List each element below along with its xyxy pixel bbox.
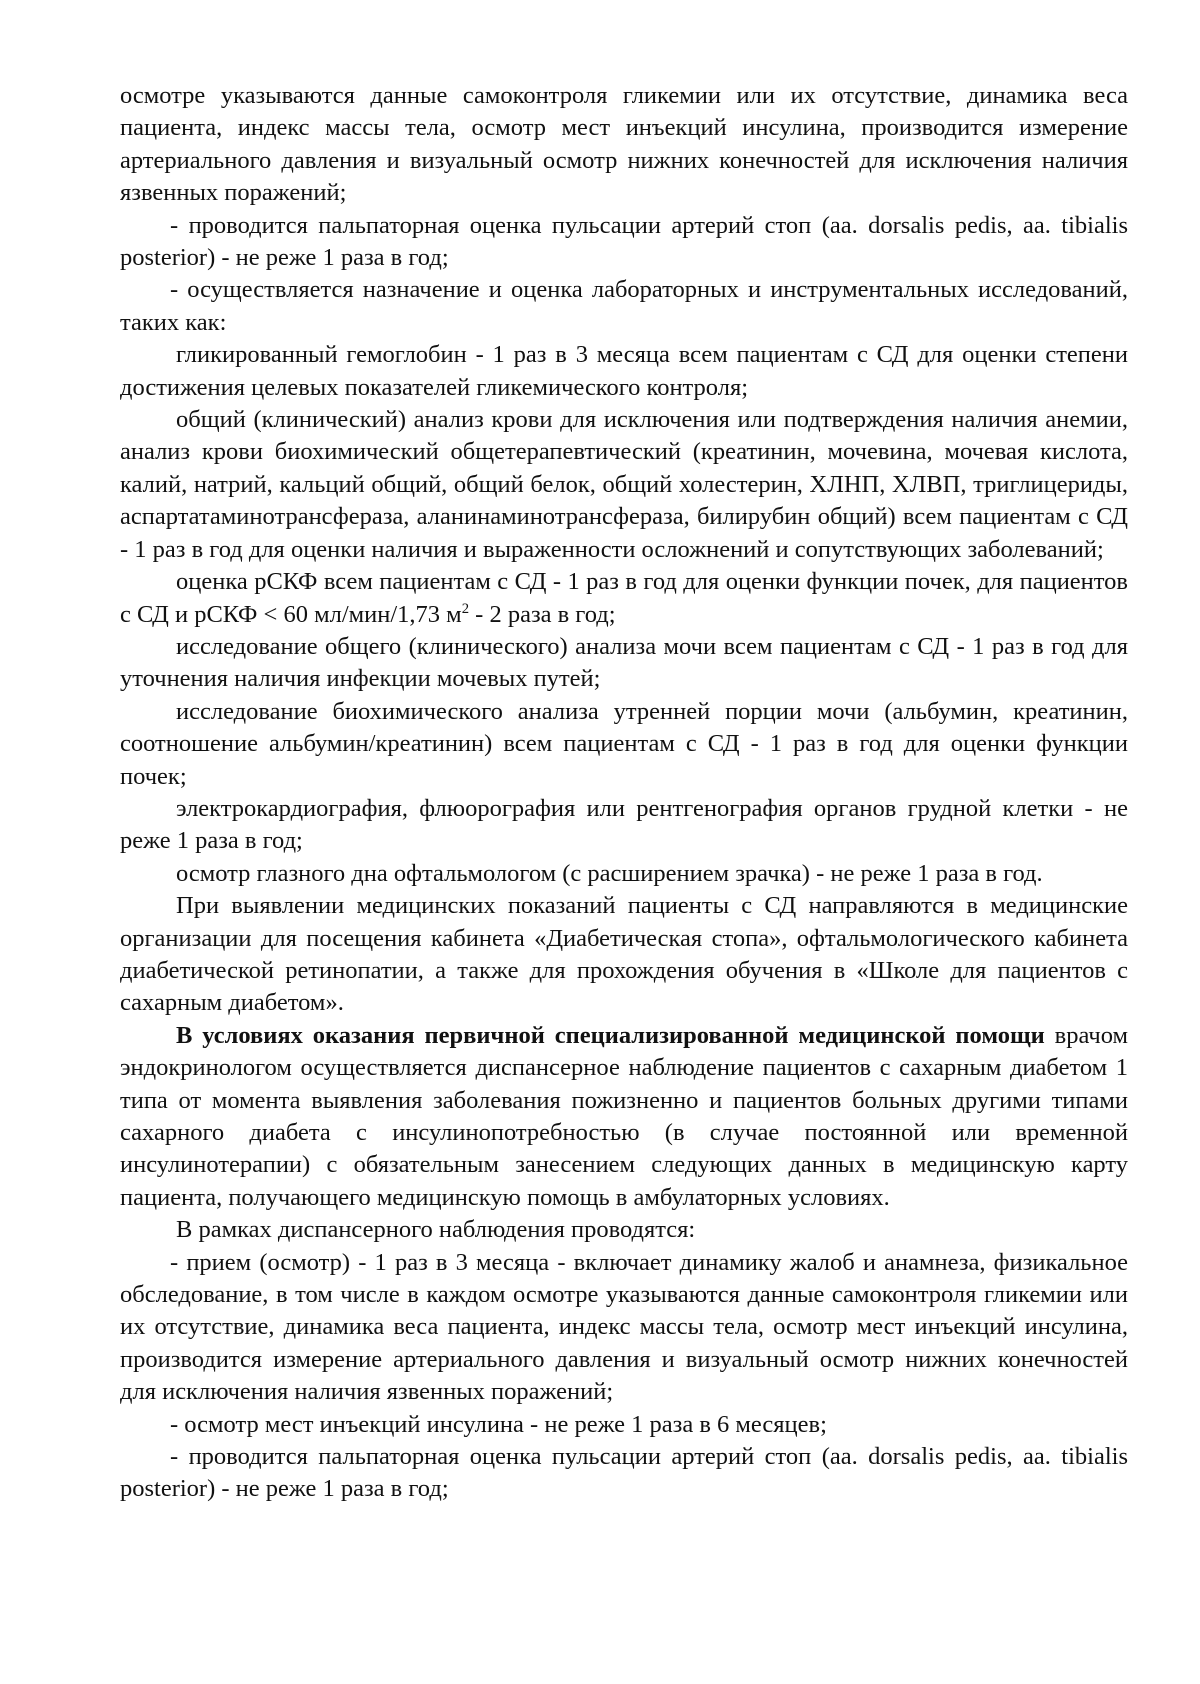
paragraph-pulse-assessment: - проводится пальпаторная оценка пульсации артерий стоп (aa. dorsalis pedis, aa. tibialis posterior) - не реже 1 раза в год; [120, 211, 1128, 272]
paragraph-blood-analysis: общий (клинический) анализ крови для исключения или подтверждения наличия анемии, анализ крови биохимический общетерапевтический (креатинин, мочевина, мочевая кислота, калий, натрий, кальций общий, общий белок, общий холестерин, ХЛНП, ХЛВП, триглицериды, аспартатаминотрансфераза, аланинаминотрансфераза, билирубин общий) всем пациентам с СД - 1 раз в год для оценки наличия и выраженности осложнений и сопутствующих заболеваний; [120, 406, 1128, 563]
paragraph-dispensary-intro: В рамках диспансерного наблюдения проводятся: [176, 1216, 696, 1244]
paragraph-exam-data: осмотре указываются данные самоконтроля гликемии или их отсутствие, динамика веса пациента, индекс массы тела, осмотр мест инъекций инсулина, производится измерение артериального давления и визуальный осмотр нижних конечностей для исключения наличия язвенных поражений; [120, 82, 1128, 207]
paragraph-specialized-care [120, 1020, 1128, 1214]
specialized-care-heading: В условиях оказания первичной специализированной медицинской помощи [176, 1021, 1045, 1049]
paragraph-hba1c: гликированный гемоглобин - 1 раз в 3 месяца всем пациентам с СД для оценки степени достижения целевых показателей гликемического контроля; [120, 341, 1128, 401]
paragraph-lab-studies-intro: - осуществляется назначение и оценка лабораторных и инструментальных исследований, таких как: [120, 276, 1128, 336]
specialized-care-text: врачом эндокринологом осуществляется диспансерное наблюдение пациентов с сахарным диабетом 1 типа от момента выявления заболевания пожизненно и пациентов больных другими типами сахарного диабета с инсулинопотребностью (в случае постоянной или временной инсулинотерапии) с обязательным занесением следующих данных в медицинскую карту пациента, получающего медицинскую помощь в амбулаторных условиях. [120, 1021, 1128, 1211]
paragraph-referrals: При выявлении медицинских показаний пациенты с СД направляются в медицинские организации для посещения кабинета «Диабетическая стопа», офтальмологического кабинета диабетической ретинопатии, а также для прохождения обучения в «Школе для пациентов с сахарным диабетом». [120, 892, 1128, 1017]
egfr-text-end: - 2 раза в год; [469, 600, 616, 628]
egfr-text: оценка рСКФ всем пациентам с СД - 1 раз в год для оценки функции почек, для пациентов с СД и рСКФ < 60 мл/мин/1,73 м [120, 568, 1128, 628]
paragraph-egfr [120, 566, 1128, 631]
paragraph-reception: - прием (осмотр) - 1 раз в 3 месяца - включает динамику жалоб и анамнеза, физикальное обследование, в том числе в каждом осмотре указываются данные самоконтроля гликемии или их отсутствие, динамика веса пациента, индекс массы тела, осмотр мест инъекций инсулина, производится измерение артериального давления и визуальный осмотр нижних конечностей для исключения наличия язвенных поражений; [120, 1248, 1128, 1406]
paragraph-injection-sites: - осмотр мест инъекций инсулина - не реже 1 раза в 6 месяцев; [170, 1410, 827, 1438]
egfr-superscript: 2 [461, 600, 470, 617]
paragraph-pulse-assessment-2: - проводится пальпаторная оценка пульсации артерий стоп (aa. dorsalis pedis, aa. tibialis posterior) - не реже 1 раза в год; [120, 1443, 1128, 1503]
paragraph-fundus-exam: осмотр глазного дна офтальмологом (с расширением зрачка) - не реже 1 раза в год. [176, 859, 1043, 887]
paragraph-ecg: электрокардиография, флюорография или рентгенография органов грудной клетки - не реже 1 раза в год; [120, 794, 1128, 855]
paragraph-morning-urine: исследование биохимического анализа утренней порции мочи (альбумин, креатинин, соотношение альбумин/креатинин) всем пациентам с СД - 1 раз в год для оценки функции почек; [120, 697, 1128, 790]
paragraph-urinalysis: исследование общего (клинического) анализа мочи всем пациентам с СД - 1 раз в год для уточнения наличия инфекции мочевых путей; [120, 632, 1128, 693]
document-page [120, 80, 1128, 1506]
